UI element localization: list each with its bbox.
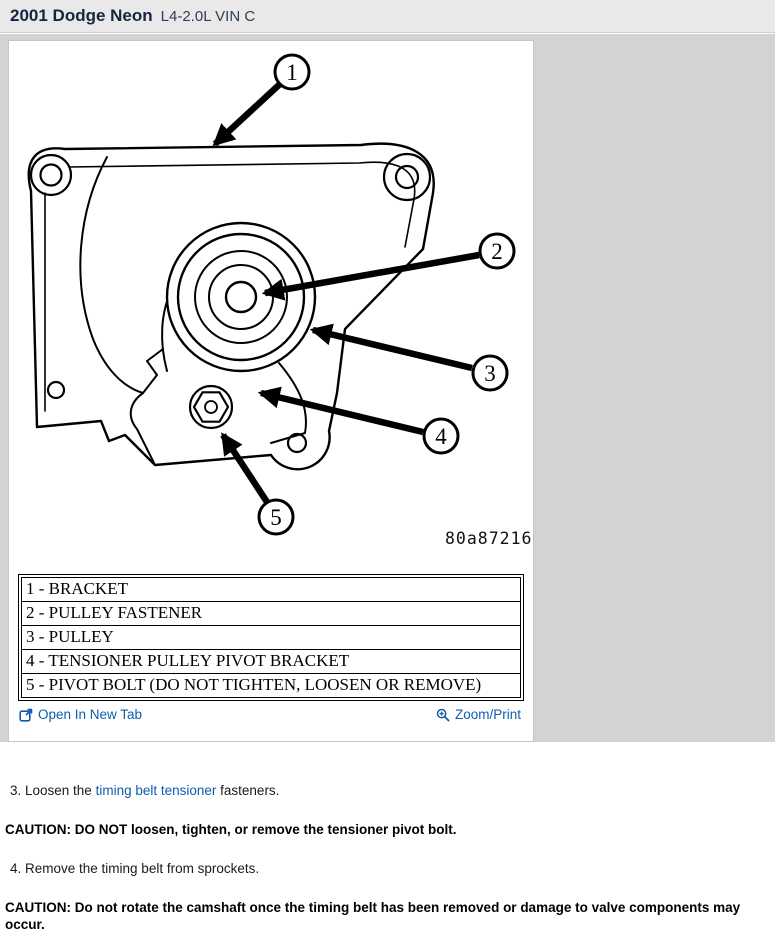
diagram-panel xyxy=(8,40,534,742)
caution-pivot-bolt: CAUTION: DO NOT loosen, tighten, or remove the tensioner pivot bolt. xyxy=(5,822,457,837)
legend-row: 4 - TENSIONER PULLEY PIVOT BRACKET xyxy=(22,650,521,674)
instructions-section xyxy=(0,742,775,932)
svg-text:3: 3 xyxy=(484,361,496,386)
legend-row: 3 - PULLEY xyxy=(22,626,521,650)
step-3: 3. Loosen the timing belt tensioner fasteners. xyxy=(10,783,280,798)
mount-hole-top-left xyxy=(31,155,71,195)
page-subtitle: L4-2.0L VIN C xyxy=(160,7,256,25)
svg-text:4: 4 xyxy=(435,424,447,449)
step-4: 4. Remove the timing belt from sprockets. xyxy=(10,861,260,876)
hole-left xyxy=(48,382,64,398)
open-in-new-tab-icon xyxy=(19,708,33,722)
pulley-outer xyxy=(167,223,315,371)
legend-table xyxy=(18,574,524,701)
mount-hole-top-right xyxy=(384,154,430,200)
callout-3 xyxy=(473,356,507,390)
legend-row: 5 - PIVOT BOLT (DO NOT TIGHTEN, LOOSEN OR REMOVE) xyxy=(22,674,521,698)
zoom-print-link[interactable]: Zoom/Print xyxy=(436,707,521,722)
app-header xyxy=(0,0,775,33)
svg-text:5: 5 xyxy=(270,505,282,530)
caution-camshaft: CAUTION: Do not rotate the camshaft once the timing belt has been removed or damage to valve components may occur. xyxy=(5,900,741,932)
hole-bottom-right xyxy=(288,434,306,452)
page-title: 2001 Dodge Neon xyxy=(10,6,153,25)
timing-belt-tensioner-link[interactable]: timing belt tensioner xyxy=(95,783,217,798)
callout-4 xyxy=(424,419,458,453)
callout-5 xyxy=(259,500,293,534)
content-band xyxy=(0,34,775,742)
zoom-icon xyxy=(436,708,450,722)
legend-row: 1 - BRACKET xyxy=(22,578,521,602)
svg-text:1: 1 xyxy=(286,60,298,85)
tensioner-bracket-diagram xyxy=(9,41,532,571)
legend-row: 2 - PULLEY FASTENER xyxy=(22,602,521,626)
figure-code: 80a87216 xyxy=(445,529,532,548)
panel-actions xyxy=(9,701,533,722)
callout-2 xyxy=(480,234,514,268)
pivot-bolt xyxy=(190,386,232,428)
callout-1 xyxy=(275,55,309,89)
open-in-new-tab-link[interactable]: Open In New Tab xyxy=(19,707,142,722)
svg-text:2: 2 xyxy=(491,239,503,264)
